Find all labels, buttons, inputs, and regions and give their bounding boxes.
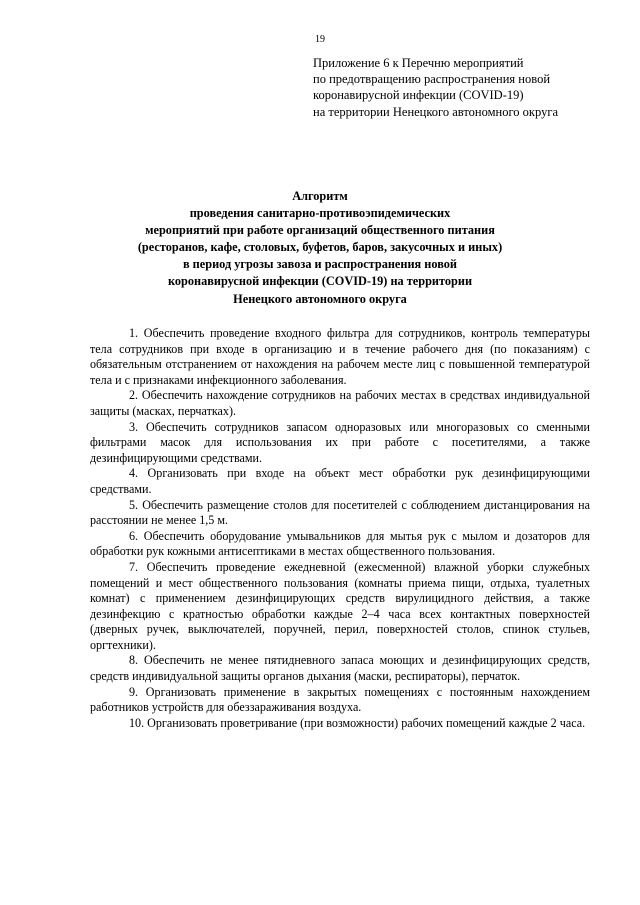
measure-item: 6. Обеспечить оборудование умывальников для мытья рук с мылом и дозаторов для обработки рук кожными антисептиками в местах общественного пользования. [90, 528, 590, 559]
appendix-line: по предотвращению распространения новой [313, 72, 551, 87]
measure-item: 10. Организовать проветривание (при возможности) рабочих помещений каждые 2 часа. [129, 715, 586, 730]
measure-item: 2. Обеспечить нахождение сотрудников на рабочих местах в средствах индивидуальной защиты (масках, перчатках). [90, 388, 590, 418]
measure-item: 7. Обеспечить проведение ежедневной (ежесменной) влажной уборки служебных помещений и мест общественного пользования (комнаты приема пищи, отдыха, туалетных комнат) с применением дезинфицирующих средств вирулицидного действия, а также дезинфекцию с кратностью обработки каждые 2–4 часа всех контактных поверхностей (дверных ручек, выключателей, поручней, перил, поверхностей столов, спинок стульев, оргтехники). [90, 559, 590, 652]
measure-item: 9. Организовать применение в закрытых помещениях с постоянным нахождением работников устройств для обеззараживания воздуха. [90, 684, 590, 715]
title-line: Алгоритм [292, 189, 348, 203]
appendix-line: на территории Ненецкого автономного округа [313, 104, 559, 119]
appendix-line: коронавирусной инфекции (COVID-19) [313, 88, 524, 103]
appendix-line: Приложение 6 к Перечню мероприятий [313, 56, 524, 70]
measure-item: 1. Обеспечить проведение входного фильтра для сотрудников, контроль температуры тела сотрудников при входе в организацию и в течение рабочего дня (по показаниям) с обязательным отстранением от нахождения на рабочем месте лиц с повышенной температурой тела и с признаками инфекционного заболевания. [90, 326, 590, 387]
title-line: коронавирусной инфекции (COVID-19) на территории [167, 274, 473, 289]
measure-item: 5. Обеспечить размещение столов для посетителей с соблюдением дистанцирования на расстоянии не менее 1,5 м. [90, 497, 590, 528]
page-number: 19 [315, 34, 325, 45]
title-line: Ненецкого автономного округа [233, 291, 407, 306]
measure-item: 3. Обеспечить сотрудников запасом одноразовых или многоразовых со сменными фильтрами масок для использования их при работе с посетителями, а также дезинфицирующими средствами. [90, 419, 590, 465]
appendix-note [313, 55, 623, 120]
title-line: (ресторанов, кафе, столовых, буфетов, баров, закусочных и иных) [137, 240, 503, 255]
title-line: в период угрозы завоза и распространения новой [182, 257, 458, 272]
document-title [80, 188, 560, 308]
title-line: мероприятий при работе организаций общественного питания [145, 223, 495, 238]
measures-list [90, 326, 590, 731]
title-line: проведения санитарно-противоэпидемических [189, 206, 451, 221]
measure-item: 8. Обеспечить не менее пятидневного запаса моющих и дезинфицирующих средств, средств индивидуальной защиты органов дыхания (маски, респираторы), перчаток. [90, 653, 590, 684]
measure-item: 4. Организовать при входе на объект мест обработки рук дезинфицирующими средствами. [90, 466, 590, 496]
